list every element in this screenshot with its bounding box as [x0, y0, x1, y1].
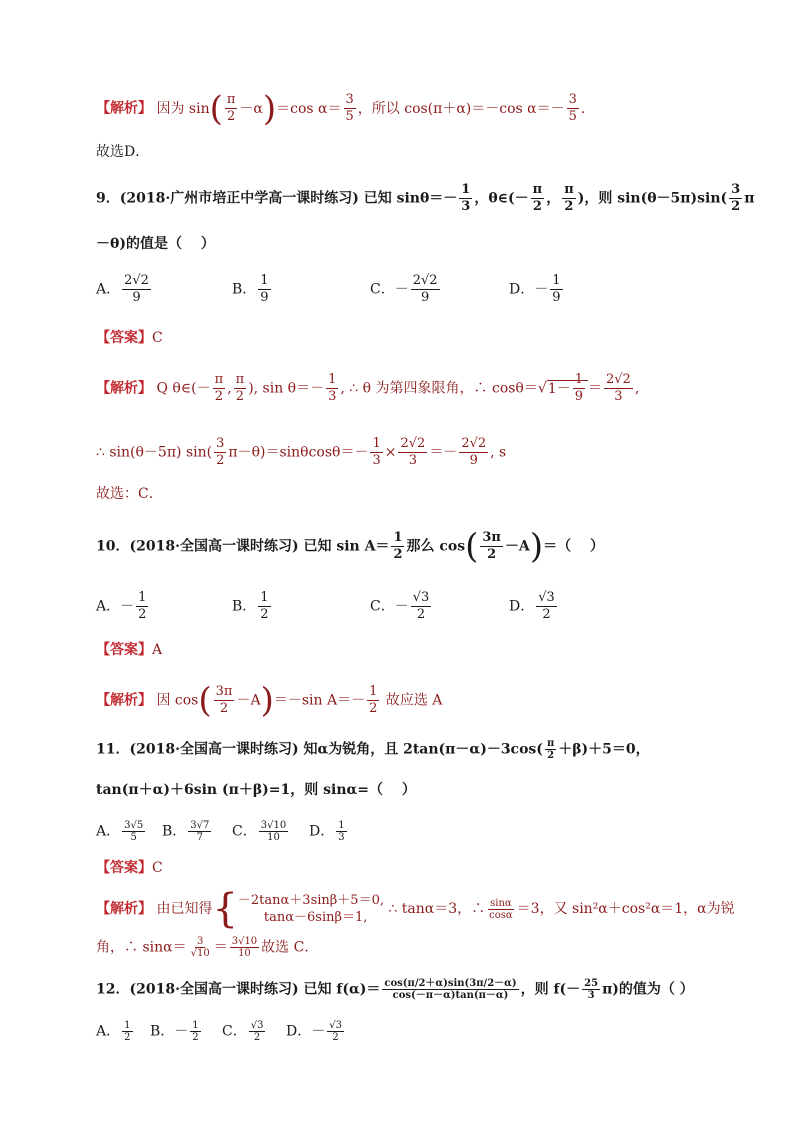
- q9-stem-line2: －θ)的值是（ ）: [96, 236, 215, 252]
- q10-answer: 【答案】A: [96, 642, 163, 658]
- analysis-tag: 【解析】: [96, 100, 152, 117]
- q9-option-a: A． $\frac{2√2}{9}$: [96, 273, 149, 305]
- q9-option-d: D．－ $\frac{1}{9}$: [509, 273, 561, 305]
- q9-answer: 【答案】C: [96, 330, 163, 346]
- q12-stem: 12．(2018·全国高一课时练习) 已知 f(α)＝ $\frac{\cos(\pi/2+\alpha)\sin(3\pi/2-\alpha)}{\cos(-\pi-\alpha)\tan(\pi-\alpha)}$ ，则 f(－ $\frac{25}{3}$ π)的值为（ ）: [96, 978, 694, 1001]
- q12-option-b: B．－ $\frac{1}{2}$: [150, 1020, 199, 1043]
- q9-option-c: C．－ $\frac{2√2}{9}$: [370, 273, 438, 305]
- q11-option-a: A． $\frac{3√5}{5}$: [96, 820, 144, 843]
- q10-stem: 10．(2018·全国高一课时练习) 已知 sin A＝ $\frac{1}{2}$ 那么 cos( $\frac{3\pi}{2}$ －A)＝（ ）: [96, 526, 604, 567]
- q8-solution: [96, 88, 595, 129]
- q10-option-b: B． $\frac{1}{2}$: [232, 590, 269, 622]
- q8-conclusion: 故选D．: [96, 144, 150, 160]
- q10-option-c: C．－ $\frac{√3}{2}$: [370, 590, 430, 622]
- q11-option-c: C． $\frac{3√10}{10}$: [232, 820, 287, 843]
- q10-option-d: D． $\frac{√3}{2}$: [509, 590, 555, 622]
- q12-option-c: C． $\frac{√3}{2}$: [222, 1020, 264, 1043]
- q9-option-b: B． $\frac{1}{9}$: [232, 273, 269, 305]
- q11-stem-line2: tan(π＋α)＋6sin (π＋β)=1，则 sinα=（ ）: [96, 782, 416, 798]
- q11-answer: 【答案】C: [96, 860, 163, 876]
- q9-stem: 9．(2018·广州市培正中学高一课时练习) 已知 sinθ＝－ $\frac{1}{3}$ ，θ∈(－ $\frac{\pi}{2}$ ， $\frac{\pi}{2}$ )，则 sin(θ－5π)sin( $\frac{3}{2}$ π: [96, 182, 755, 214]
- q12-option-a: A． $\frac{1}{2}$: [96, 1020, 131, 1043]
- q9-solution-line1: 【解析】 Q θ∈(－ $\frac{\pi}{2}$ , $\frac{\pi}{2}$ ), sin θ＝－ $\frac{1}{3}$ , ∴ θ 为第四象限角，∴ cosθ＝√1－ $\frac{1}{9}$ ＝ $\frac{2√2}{3}$ ,: [96, 372, 640, 404]
- q11-solution-line2: 角，∴ sinα＝ $\frac{3}{√10}$ ＝ $\frac{3√10}{10}$ 故选 C．: [96, 936, 319, 959]
- q12-option-d: D．－ $\frac{√3}{2}$: [286, 1020, 342, 1043]
- q11-option-d: D． $\frac{1}{3}$: [309, 820, 345, 843]
- q8-solution-text: 因为 sin( $\frac{\pi}{2}$ －α)＝cos α＝ $\frac{3}{5}$ ，所以 cos(π＋α)＝－cos α＝－ $\frac{3}{5}$ ．: [156, 88, 595, 129]
- q10-option-a: A．－ $\frac{1}{2}$: [96, 590, 147, 622]
- q9-solution-line2: ∴ sin(θ－5π) sin( $\frac{3}{2}$ π－θ)＝sinθcosθ＝－ $\frac{1}{3}$ × $\frac{2√2}{3}$ ＝－ $\frac{2√2}{9}$ , s: [96, 436, 507, 468]
- q11-solution-line1: 【解析】 由已知得{ －2tanα＋3sinβ＋5＝0, tanα－6sinβ＝1, ∴ tanα＝3，∴ $\frac{\sin\alpha}{\cos\alpha}$ ＝3，又 sin²α＋cos²α＝1，α为锐: [96, 886, 735, 932]
- q10-solution: 【解析】 因 cos( $\frac{3\pi}{2}$ －A)＝－sin A＝－ $\frac{1}{2}$ 故应选 A: [96, 680, 443, 721]
- q11-stem: 11．(2018·全国高一课时练习) 知α为锐角，且 2tan(π－α)－3cos( $\frac{\pi}{2}$ ＋β)＋5＝0，: [96, 738, 650, 761]
- q9-conclusion: 故选：C．: [96, 486, 163, 502]
- q11-option-b: B． $\frac{3√7}{7}$: [162, 820, 210, 843]
